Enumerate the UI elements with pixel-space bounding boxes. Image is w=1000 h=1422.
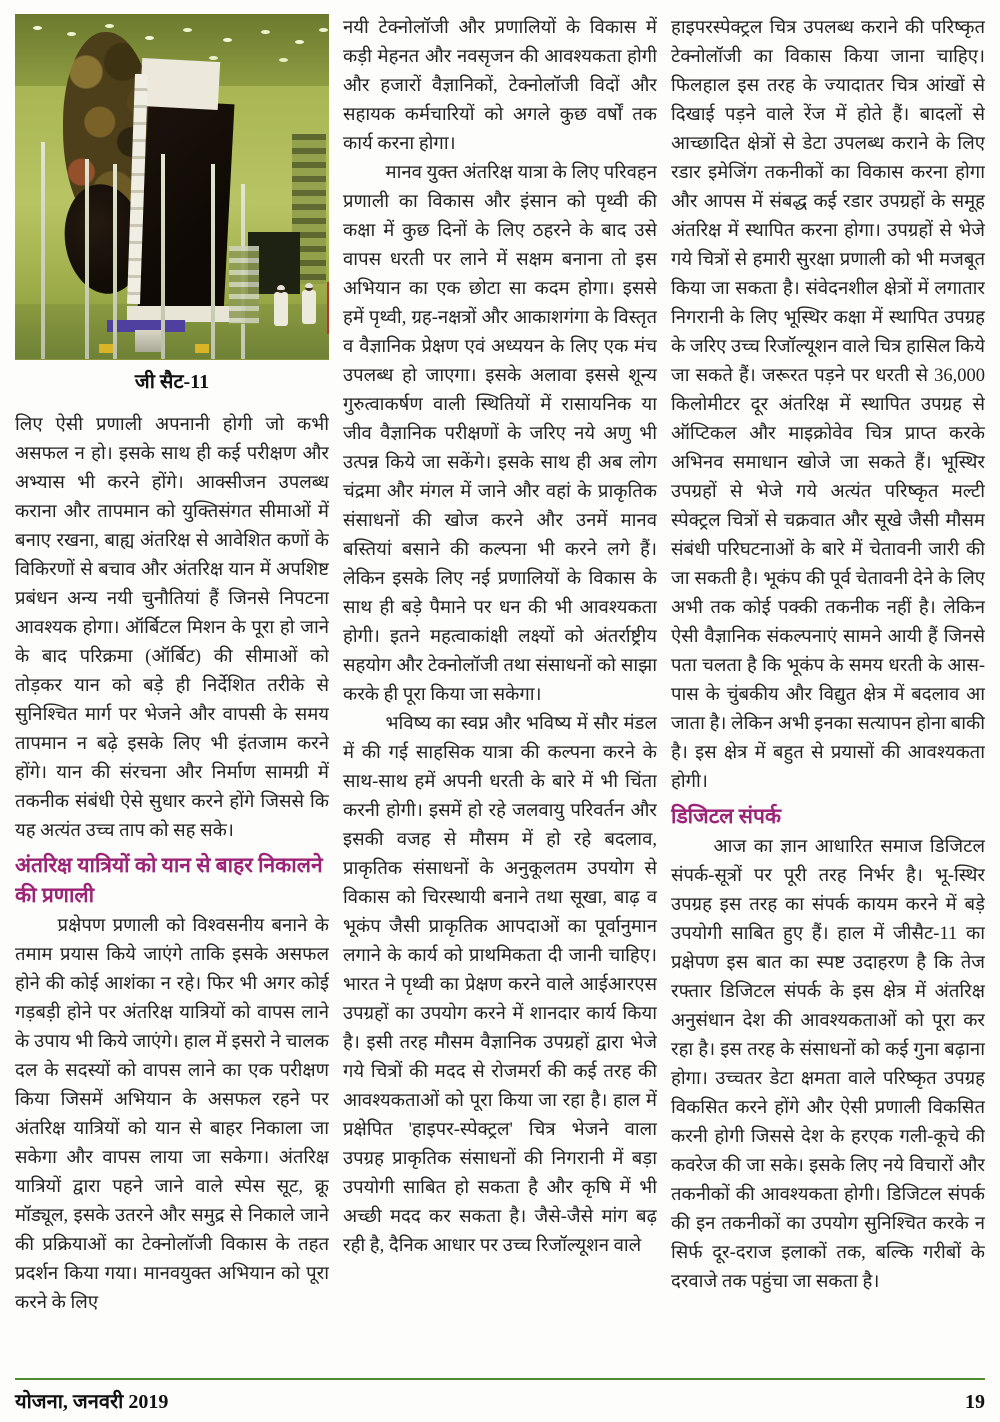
scaffold-pole [85, 159, 89, 359]
article-body [15, 14, 985, 1354]
ceiling-lights [33, 26, 42, 30]
satellite-body-panel [138, 100, 235, 316]
page-footer [15, 1378, 985, 1414]
paragraph: प्रक्षेपण प्रणाली को विश्वसनीय बनाने के तमाम प्रयास किये जाएंगे ताकि इसके असफल होने की कोई आशंका न रहे। फिर भी अगर कोई गड़बड़ी होने पर अंतरिक्ष यात्रियों को वापस लाने के उपाय भी किये जाएंगे। हाल में इसरो ने चालक दल के सदस्यों को वापस लाने का एक परीक्षण किया जिसमें अभियान के असफल रहने पर अंतरिक्ष यात्रियों को यान से बाहर निकाला जा सकेगा और वापस लाया जा सकेगा। अंतरिक्ष यात्रियों द्वारा पहने जाने वाले स्पेस सूट, क्रू मॉड्यूल, इसके उतरने और समुद्र से निकाले जाने की प्रक्रियाओं का टेक्नोलॉजी विकास के तहत प्रदर्शन किया गया। मानवयुक्त अभियान को पूरा करने के लिए [15, 916, 329, 1313]
section-heading-crew-escape: अंतरिक्ष यात्रियों को यान से बाहर निकालने की प्रणाली [15, 853, 323, 907]
paragraph: नयी टेक्नोलॉजी और प्रणालियों के विकास में कड़ी मेहनत और नवसृजन की आवश्यकता होगी और हजारों वैज्ञानिकों, टेक्नोलॉजी विदों और सहायक कर्मचारियों को अगले कुछ वर्षों तक कार्य करना होगा। [343, 18, 657, 154]
scaffold-pole [211, 164, 215, 359]
access-ladder [229, 246, 259, 324]
scaffold-pole [41, 142, 45, 359]
column-right [671, 14, 985, 1354]
paragraph: भविष्य का स्वप्न और भविष्य में सौर मंडल में की गई साहसिक यात्रा की कल्पना करने के साथ-साथ हमें अपनी धरती के बारे में भी चिंता करनी होगी। इसमें हो रहे जलवायु परिवर्तन और इसकी वजह से मौसम में हो रहे बदलाव, प्राकृतिक संसाधनों के अनुकूलतम उपयोग से विकास को चिरस्थायी बनाने तथा सूखा, बाढ़ व भूकंप जैसी प्राकृतिक आपदाओं का पूर्वानुमान लगाने के कार्य को प्राथमिकता दी जानी चाहिए। भारत ने पृथ्वी का प्रेक्षण करने वाले आईआरएस उपग्रहों का उपयोग करने में शानदार कार्य किया है। इसी तरह मौसम वैज्ञानिक उपग्रहों द्वारा भेजे गये चित्रों की मदद से रोजमर्रा की कई तरह की आवश्यकताओं को पूरा किया जा रहा है। हाल में प्रक्षेपित 'हाइपर-स्पेक्ट्रल' चित्र भेजने वाला उपग्रह प्राकृतिक संसाधनों की निगरानी में बड़ा उपयोगी साबित हो सकता है और कृषि में भी अच्छी मदद कर सकता है। जैसे-जैसे मांग बढ़ रही है, दैनिक आधार पर उच्च रिजॉल्यूशन वाले [343, 714, 657, 1256]
gsat-figure [15, 14, 329, 397]
paragraph: लिए ऐसी प्रणाली अपनानी होगी जो कभी असफल न हो। इसके साथ ही कई परीक्षण और अभ्यास भी करने होंगे। आक्सीजन उपलब्ध कराना और तापमान को युक्तिसंगत सीमाओं में बनाए रखना, बाह्य अंतरिक्ष से आवेशित कणों के विकिरणों से बचाव और अंतरिक्ष यान में अपशिष्ट प्रबंधन अन्य नयी चुनौतियां हैं जिनसे निपटना आवश्यक होगा। ऑर्बिटल मिशन के पूरा हो जाने के बाद परिक्रमा (ऑर्बिट) की सीमाओं को तोड़कर यान को बड़े ही निर्देशित तरीके से सुनिश्चित मार्ग पर भेजने और वापसी के समय तापमान न बढ़े इसके लिए भी इंतजाम करने होंगे। यान की संरचना और निर्माण सामग्री में तकनीक संबंधी ऐसे सुधार करने होंगे जिससे कि यह अत्यंत उच्च ताप को सह सके। [15, 415, 329, 841]
technician-figure [274, 292, 288, 326]
photo-caption: जी सैट-11 [134, 371, 210, 393]
page-number: 19 [965, 1391, 985, 1413]
satellite-white-section [140, 58, 220, 110]
support-pedestal [135, 330, 161, 352]
section-heading-digital-connectivity: डिजिटल संपर्क [671, 804, 782, 828]
red-object-edge [327, 282, 329, 334]
column-left [15, 14, 329, 1354]
gsat-11-photo [15, 14, 329, 359]
paragraph: मानव युक्त अंतरिक्ष यात्रा के लिए परिवहन प्रणाली का विकास और इंसान को पृथ्वी की कक्षा में कुछ दिनों के लिए ठहरने के बाद उसे वापस धरती पर लाने में सक्षम बनाना तो इस अभियान का एक छोटा सा कदम होगा। इससे हमें पृथ्वी, ग्रह-नक्षत्रों और आकाशगंगा के विस्तृत व वैज्ञानिक प्रेक्षण एवं अध्ययन के लिए एक मंच उपलब्ध हो जाएगा। इसके अलावा इससे शून्य गुरुत्वाकर्षण वाली स्थितियों में रासायनिक या जीव वैज्ञानिक परीक्षणों के जरिए नये अणु भी उत्पन्न किये जा सकेंगे। इसके साथ ही अब लोग चंद्रमा और मंगल में जाने और वहां के प्राकृतिक संसाधनों की खोज करने और उनमें मानव बस्तियां बसाने की कल्पना भी करने लगे हैं। लेकिन इसके लिए नई प्रणालियों के विकास के साथ ही बड़े पैमाने पर धन की भी आवश्यकता होगी। इतने महत्वाकांक्षी लक्ष्यों को अंतर्राष्ट्रीय सहयोग और टेक्नोलॉजी तथा संसाधनों को साझा करके ही पूरा किया जा सकेगा। [343, 163, 657, 705]
scaffold-pole [161, 154, 165, 359]
scaffold-pole [113, 164, 117, 359]
paragraph: आज का ज्ञान आधारित समाज डिजिटल संपर्क-सूत्रों पर पूरी तरह निर्भर है। भू-स्थिर उपग्रह इस तरह का संपर्क कायम करने में बड़े उपयोगी साबित हुए हैं। हाल में जीसैट-11 का प्रक्षेपण इस बात का स्पष्ट उदाहरण है कि तेज रफ्तार डिजिटल संपर्क के इस क्षेत्र में अंतरिक्ष अनुसंधान देश की आवश्यकताओं को पूरा कर रहा है। इस तरह के संसाधनों को कई गुना बढ़ाना होगा। उच्चतर डेटा क्षमता वाले परिष्कृत उपग्रह विकसित करने होंगे और ऐसी प्रणाली विकसित करनी होगी जिससे देश के हरएक गली-कूचे की कवरेज की जा सके। इसके लिए नये विचारों और तकनीकों की आवश्यकता होगी। डिजिटल संपर्क की इन तकनीकों का उपयोग सुनिश्चित करके न सिर्फ दूर-दराज इलाकों तक, बल्कि गरीबों के दरवाजे तक पहुंचा जा सकता है। [671, 837, 985, 1292]
journal-name: योजना, जनवरी 2019 [15, 1391, 169, 1413]
technician-figure [302, 290, 316, 324]
column-middle [343, 14, 657, 1354]
paragraph: हाइपरस्पेक्ट्रल चित्र उपलब्ध कराने की परिष्कृत टेक्नोलॉजी का विकास किया जाना चाहिए। फिलहाल इस तरह के ज्यादातर चित्र आंखों से दिखाई पड़ने वाले रेंज में होते हैं। बादलों से आच्छादित क्षेत्रों से डेटा उपलब्ध कराने के लिए रडार इमेजिंग तकनीकों का विकास करना होगा और आपस में संबद्ध कई रडार उपग्रहों के समूह अंतरिक्ष में स्थापित करना होगा। उपग्रहों से भेजे गये चित्रों से हमारी सुरक्षा प्रणाली को भी मजबूत किया जा सकता है। संवेदनशील क्षेत्रों में लगातार निगरानी के लिए भूस्थिर कक्षा में स्थापित उपग्रह के जरिए उच्च रिजॉल्यूशन वाले चित्र हासिल किये जा सकते हैं। जरूरत पड़ने पर धरती से 36,000 किलोमीटर दूर अंतरिक्ष में स्थापित उपग्रह से ऑप्टिकल और माइक्रोवेव चित्र प्राप्त करके अभिनव समाधान खोजे जा सकते हैं। भूस्थिर उपग्रहों से भेजे गये अत्यंत परिष्कृत मल्टी स्पेक्ट्रल चित्रों से चक्रवात और सूखे जैसी मौसम संबंधी परिघटनाओं के बारे में चेतावनी जारी की जा सकती है। भूकंप की पूर्व चेतावनी देने के लिए अभी तक कोई पक्की तकनीक नहीं है। लेकिन ऐसी वैज्ञानिक संकल्पनाएं सामने आयी हैं जिनसे पता चलता है कि भूकंप के समय धरती के आस-पास के चुंबकीय और विद्युत क्षेत्र में बदलाव आ जाता है। लेकिन अभी इनका सत्यापन होना बाकी है। इस क्षेत्र में बहुत से प्रयासों की आवश्यकता होगी। [671, 18, 985, 792]
floor-fixtures [99, 344, 113, 353]
